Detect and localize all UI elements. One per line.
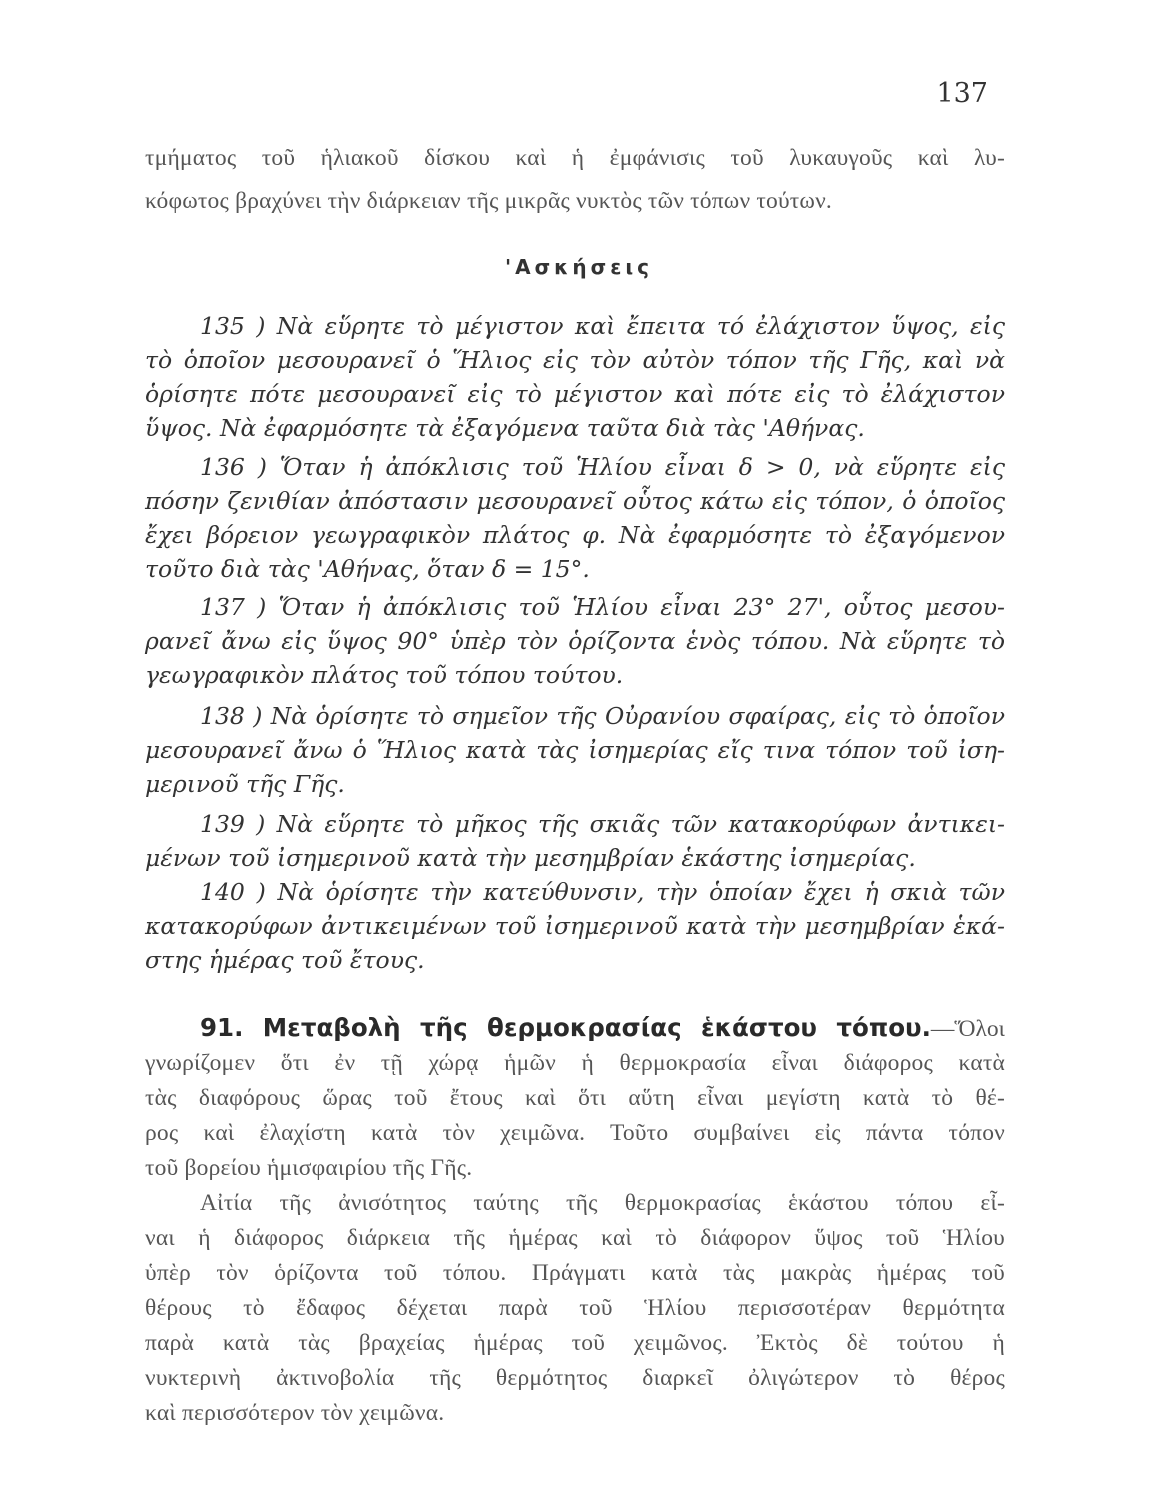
section-title: 91. Μεταβολὴ τῆς θερμοκρασίας ἑκάστου τόπου. [200,1013,931,1042]
exercise-line: ἔχει βόρειον γεωγραφικὸν πλάτος φ. Νὰ ἐφαρμόσητε τὸ ἐξαγόμενον [145,521,1005,549]
exercise-line: τοῦτο διὰ τὰς 'Αθήνας, ὅταν δ = 15°. [145,555,590,583]
body-line: γνωρίζομεν ὅτι ἐν τῇ χώρᾳ ἡμῶν ἡ θερμοκρασία εἶναι διάφορος κατὰ [145,1050,1005,1076]
exercise-line: μερινοῦ τῆς Γῆς. [145,770,345,798]
body-line: θέρους τὸ ἔδαφος δέχεται παρὰ τοῦ Ἡλίου περισσοτέραν θερμότητα [145,1295,1005,1321]
section-heading-line [145,1013,1005,1044]
exercise-line: ὁρίσητε πότε μεσουρανεῖ εἰς τὸ μέγιστον καὶ πότε εἰς τὸ ἐλάχιστον [145,380,1005,408]
body-line: ὑπὲρ τὸν ὁρίζοντα τοῦ τόπου. Πράγματι κατὰ τὰς μακρὰς ἡμέρας τοῦ [145,1260,1005,1286]
body-line: παρὰ κατὰ τὰς βραχείας ἡμέρας τοῦ χειμῶνος. Ἐκτὸς δὲ τούτου ἡ [145,1330,1005,1356]
exercise-line: 138 ) Νὰ ὁρίσητε τὸ σημεῖον τῆς Οὐρανίου σφαίρας, εἰς τὸ ὁποῖον [200,702,1005,730]
exercise-line: 135 ) Νὰ εὕρητε τὸ μέγιστον καὶ ἔπειτα τό ἐλάχιστον ὕψος, εἰς [200,312,1005,340]
intro-line: τμήματος τοῦ ἡλιακοῦ δίσκου καὶ ἡ ἐμφάνισις τοῦ λυκαυγοῦς καὶ λυ- [145,145,1005,171]
section-title-continuation: —Ὅλοι [930,1016,1005,1042]
exercise-line: γεωγραφικὸν πλάτος τοῦ τόπου τούτου. [145,661,624,689]
exercise-line: στης ἡμέρας τοῦ ἔτους. [145,946,425,974]
exercise-line: 137 ) Ὅταν ἡ ἀπόκλισις τοῦ Ἡλίου εἶναι 23° 27', οὗτος μεσου- [200,593,1005,621]
body-line: νυκτερινὴ ἀκτινοβολία τῆς θερμότητος διαρκεῖ ὀλιγώτερον τὸ θέρος [145,1365,1005,1391]
body-line: ναι ἡ διάφορος διάρκεια τῆς ἡμέρας καὶ τὸ διάφορον ὕψος τοῦ Ἡλίου [145,1225,1005,1251]
body-line: τὰς διαφόρους ὥρας τοῦ ἔτους καὶ ὅτι αὕτη εἶναι μεγίστη κατὰ τὸ θέ- [145,1085,1005,1111]
page-number: 137 [936,78,988,109]
exercise-line: ὕψος. Νὰ ἐφαρμόσητε τὰ ἐξαγόμενα ταῦτα διὰ τὰς 'Αθήνας. [145,414,865,442]
body-line: καὶ περισσότερον τὸν χειμῶνα. [145,1400,445,1426]
exercises-heading: 'Ασκήσεις [505,255,653,279]
exercise-line: 140 ) Νὰ ὁρίσητε τὴν κατεύθυνσιν, τὴν ὁποίαν ἔχει ἡ σκιὰ τῶν [200,878,1005,906]
exercise-line: 139 ) Νὰ εὕρητε τὸ μῆκος τῆς σκιᾶς τῶν κατακορύφων ἀντικει- [200,810,1005,838]
exercise-line: πόσην ζενιθίαν ἀπόστασιν μεσουρανεῖ οὗτος κάτω εἰς τόπον, ὁ ὁποῖος [145,487,1005,515]
exercise-line: μένων τοῦ ἰσημερινοῦ κατὰ τὴν μεσημβρίαν ἑκάστης ἰσημερίας. [145,844,916,872]
body-line: Αἰτία τῆς ἀνισότητος ταύτης τῆς θερμοκρασίας ἑκάστου τόπου εἶ- [200,1190,1005,1216]
exercise-line: 136 ) Ὅταν ἡ ἀπόκλισις τοῦ Ἡλίου εἶναι δ > 0, νὰ εὕρητε εἰς [200,453,1005,481]
body-line: ρος καὶ ἐλαχίστη κατὰ τὸν χειμῶνα. Τοῦτο συμβαίνει εἰς πάντα τόπον [145,1120,1005,1146]
exercise-line: κατακορύφων ἀντικειμένων τοῦ ἰσημερινοῦ κατὰ τὴν μεσημβρίαν ἑκά- [145,912,1005,940]
exercise-line: μεσουρανεῖ ἄνω ὁ Ἥλιος κατὰ τὰς ἰσημερίας εἴς τινα τόπον τοῦ ἰση- [145,736,1005,764]
body-line: τοῦ βορείου ἡμισφαιρίου τῆς Γῆς. [145,1155,473,1181]
exercise-line: τὸ ὁποῖον μεσουρανεῖ ὁ Ἥλιος εἰς τὸν αὐτὸν τόπον τῆς Γῆς, καὶ νὰ [145,346,1005,374]
intro-line: κόφωτος βραχύνει τὴν διάρκειαν τῆς μικρᾶς νυκτὸς τῶν τόπων τούτων. [145,188,833,214]
exercise-line: ρανεῖ ἄνω εἰς ὕψος 90° ὑπὲρ τὸν ὁρίζοντα ἑνὸς τόπου. Νὰ εὕρητε τὸ [145,627,1005,655]
